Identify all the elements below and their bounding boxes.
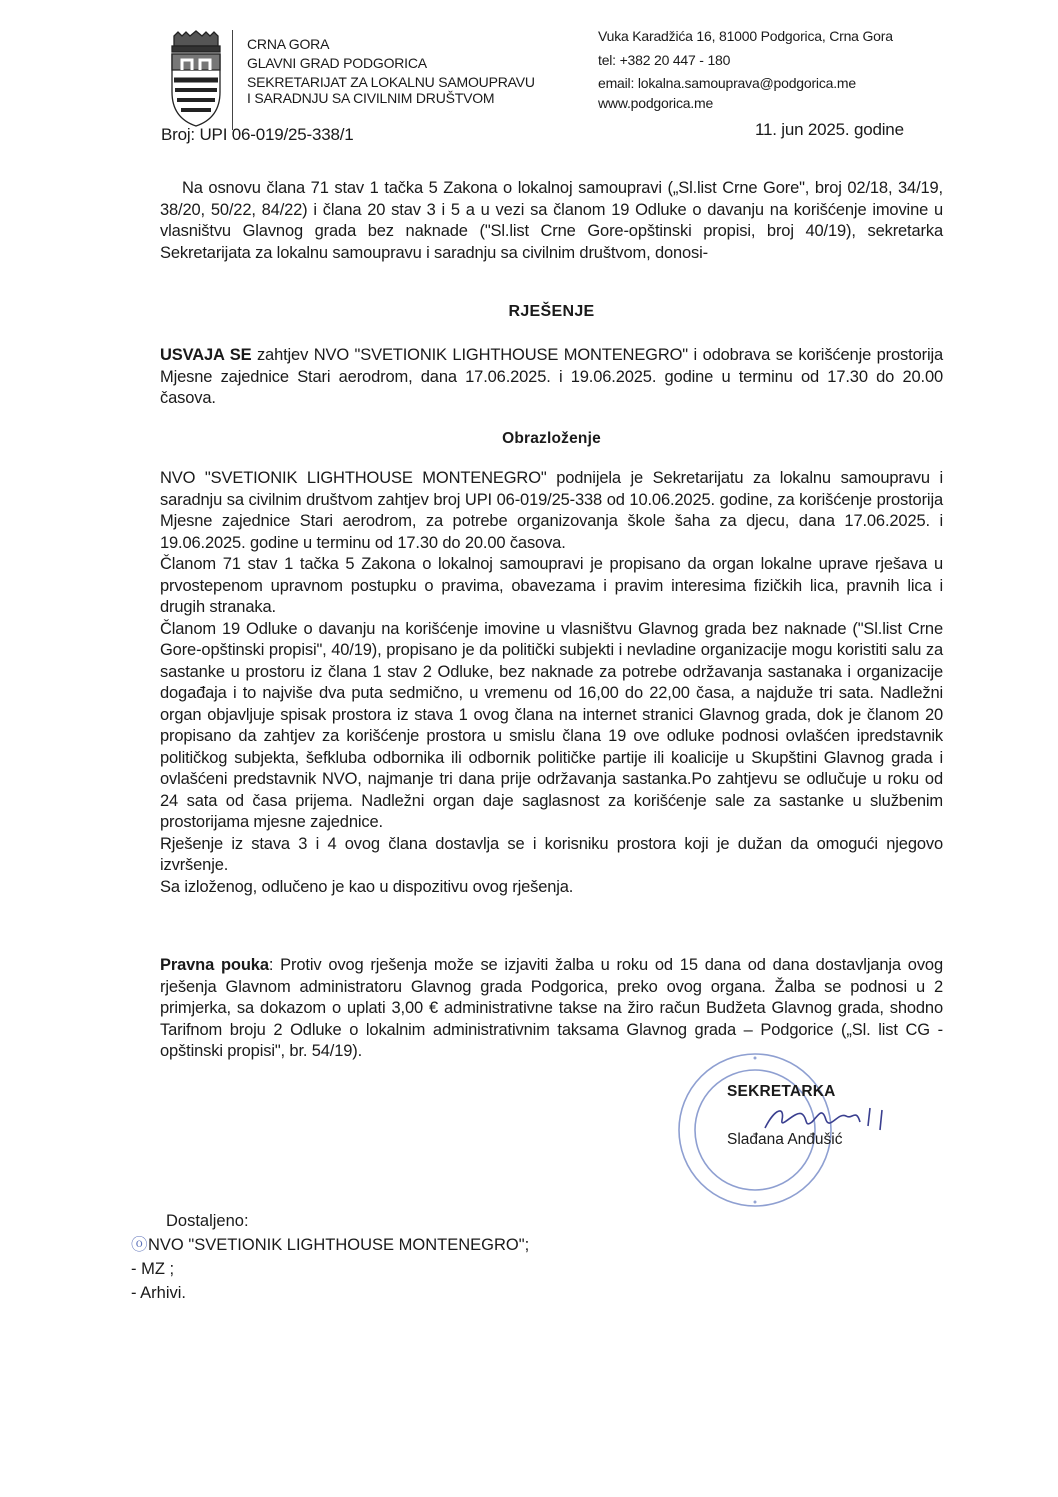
delivery-item: - MZ ;	[131, 1260, 175, 1278]
delivery-list	[129, 1209, 529, 1305]
document-date: 11. jun 2025. godine	[755, 120, 904, 139]
legal-notice-lead: Pravna pouka	[160, 956, 269, 974]
decision-text: zahtjev NVO "SVETIONIK LIGHTHOUSE MONTENEGRO" i odobrava se korišćenje prostorija Mjesne zajednice Stari aerodrom, dana 17.06.2025. i 19.06.2025. godine u terminu od 17.30 do 20.00 časova.	[160, 346, 944, 407]
reasoning-paragraph-4: Rješenje iz stava 3 i 4 ovog člana dostavlja se i korisniku prostora koji je dužan da omogući njegovo izvršenje.	[160, 834, 943, 874]
intro-paragraph	[160, 178, 943, 264]
contact-block	[598, 27, 893, 113]
decision-lead: USVAJA SE	[160, 346, 252, 364]
delivery-item-text: NVO "SVETIONIK LIGHTHOUSE MONTENEGRO";	[148, 1236, 530, 1254]
institution-header	[247, 35, 535, 108]
delivery-item: - Arhivi.	[131, 1284, 187, 1302]
header-secretariat-line2: I SARADNJU SA CIVILNIM DRUŠTVOM	[247, 90, 495, 106]
decision-paragraph	[160, 345, 943, 410]
legal-notice-text: : Protiv ovog rješenja može se izjaviti žalba u roku od 15 dana od dana dostavljanja ovog rješenja Glavnom administratoru Glavnog grada Podgorica, preko ovog organa. Žalba se podnosi u 2 primjerka, sa dokazom o uplati 3,00 € administrativne takse na žiro račun Budžeta Glavnog grada, shodno Tarifnom broju 2 Odluke o lokalnim administrativnim taksama Glavnog grada – Podgorice („Sl. list CG - opštinski propisi", br. 54/19).	[160, 956, 943, 1060]
contact-phone: tel: +382 20 447 - 180	[598, 51, 731, 68]
intro-text: Na osnovu člana 71 stav 1 tačka 5 Zakona o lokalnoj samoupravi („Sl.list Crne Gore", broj 02/18, 34/19, 38/20, 50/22, 84/22) i člana 20 stav 3 i 5 a u vezi sa članom 19 Odluke o davanju na korišćenje imovine u vlasništvu Glavnog grada bez naknade ("Sl.list Crne Gore-opštinski propisi, broj 40/19), sekretarka Sekretarijata za lokalnu samoupravu i saradnju sa civilnim društvom, donosi-	[160, 179, 943, 262]
header-secretariat-line1: SEKRETARIJAT ZA LOKALNU SAMOUPRAVU	[247, 74, 535, 90]
signature-role: SEKRETARKA	[727, 1083, 836, 1100]
legal-notice-paragraph	[160, 955, 943, 1063]
reasoning-paragraph-1: NVO "SVETIONIK LIGHTHOUSE MONTENEGRO" podnijela je Sekretarijatu za lokalnu samoupravu i saradnju sa civilnim društvom zahtjev broj UPI 06-019/25-338 od 10.06.2025. godine, za korišćenje prostorija Mjesne zajednice Stari aerodrom, za potrebe organizovanja škole šaha za djecu, dana 17.06.2025. i 19.06.2025. godine u terminu od 17.30 do 20.00 časova.	[160, 469, 943, 552]
reasoning-paragraph-3: Članom 19 Odluke o davanju na korišćenje imovine u vlasništvu Glavnog grada bez naknade ("Sl.list Crne Gore-opštinski propisi", 40/19), propisano je da politički subjekti i nevladine organizacije mogu koristiti salu za sastanke u prostoru iz člana 1 stav 2 Odluke, bez naknade za potrebe održavanja sastanaka i organizacije događaja i to najviše dva puta sedmično, u vremenu od 16,00 do 22,00 časa, a najduže tri sata. Nadležni organ objavljuje spisak prostora iz stava 1 ovog člana na internet stranici Glavnog grada, dok je članom 20 propisano da zahtjev za korišćenje prostora u smislu člana 19 ove odluke podnosi ovlašćen ipredstavnik političkog subjekta, šefkluba odbornika ili odbornik političke partije ili koalicije u Skupštini Glavnog grada i ovlašćeni predstavnik NVO, najmanje tri dana prije održavanja sastanka.Po zahtjevu se odlučuje u roku od 24 sata od časa prijema. Nadležni organ daje saglasnost za korišćenje sale za sastanke u službenim prostorijama mjesne zajednice.	[160, 619, 943, 831]
reasoning-paragraph-2: Članom 71 stav 1 tačka 5 Zakona o lokalnoj samoupravi je propisano da organ lokalne uprave rješava u prvostepenom upravnom postupku o pravima, obavezama i pravim interesima fizičkih lica, pravnih lica i drugih stranaka.	[160, 555, 943, 616]
reasoning-section	[160, 468, 943, 898]
contact-email: email: lokalna.samouprava@podgorica.me	[598, 75, 856, 91]
reasoning-title: Obrazloženje	[502, 430, 601, 447]
header-country: CRNA GORA	[247, 36, 330, 52]
delivery-title: Dostaljeno:	[166, 1212, 249, 1230]
contact-address: Vuka Karadžića 16, 81000 Podgorica, Crna Gora	[598, 28, 893, 44]
delivery-item	[131, 1233, 530, 1257]
coat-of-arms-logo	[168, 30, 224, 128]
reasoning-paragraph-5: Sa izloženog, odlučeno je kao u dispozitivu ovog rješenja.	[160, 877, 574, 896]
signature-name: Slađana Anđušić	[727, 1131, 843, 1148]
header-city: GLAVNI GRAD PODGORICA	[247, 55, 427, 71]
document-number: Broj: UPI 06-019/25-338/1	[161, 125, 354, 144]
check-mark-icon: ⓞ	[131, 1236, 148, 1254]
header-divider	[232, 30, 233, 130]
contact-website: www.podgorica.me	[598, 94, 714, 111]
decision-title: RJEŠENJE	[508, 303, 595, 320]
